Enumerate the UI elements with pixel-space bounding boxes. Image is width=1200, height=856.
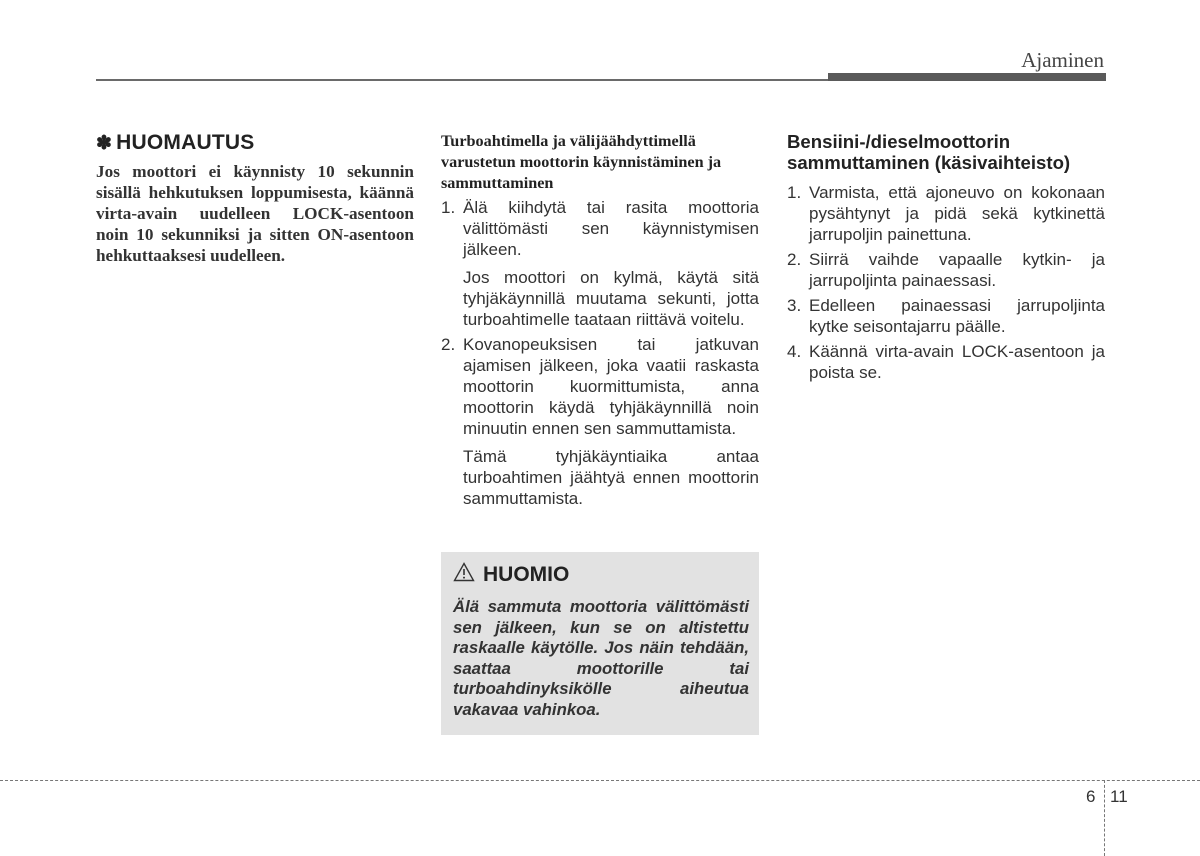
list-item (441, 197, 759, 330)
caution-heading (453, 562, 569, 588)
warning-triangle-icon (453, 562, 483, 588)
step-number: 1. (787, 183, 802, 202)
step-text: Käännä virta-avain LOCK-asentoon ja poista se. (809, 342, 1105, 382)
list-item (441, 334, 759, 509)
list-item (787, 341, 1105, 383)
page-number: 11 (1110, 787, 1128, 806)
step-text: Älä kiihdytä tai rasita moottoria välittömästi sen käynnistymisen jälkeen. (463, 198, 759, 259)
step-number: 4. (787, 342, 802, 361)
step-number: 1. (441, 198, 456, 217)
footer-rule (0, 780, 1200, 781)
step-text: Edelleen painaessasi jarrupoljinta kytke seisontajarru päälle. (809, 296, 1105, 336)
section-title: Ajaminen (1021, 48, 1104, 72)
step-subtext: Tämä tyhjäkäyntiaika antaa turboahtimen jäähtyä ennen moottorin sammuttamista. (463, 447, 759, 508)
list-item (787, 295, 1105, 337)
header-rule-accent (828, 73, 1106, 81)
turbo-column (441, 131, 759, 513)
header-rule (96, 79, 829, 81)
footer-divider (1104, 780, 1105, 856)
step-subtext: Jos moottori on kylmä, käytä sitä tyhjäkäynnillä muutama sekunti, jotta turboahtimelle taataan riittävä voitelu. (463, 268, 759, 329)
manual-column (787, 131, 1105, 387)
list-item (787, 182, 1105, 245)
list-item (787, 249, 1105, 291)
step-text: Siirrä vaihde vapaalle kytkin- ja jarrupoljinta painaessasi. (809, 250, 1105, 290)
note-star-icon: ✽ (96, 133, 113, 154)
step-number: 2. (441, 335, 456, 354)
note-text: Jos moottori ei käynnisty 10 sekunnin sisällä hehkutuksen loppumisesta, käännä virta-avain uudelleen LOCK-asentoon noin 10 sekunniksi ja sitten ON-asentoon hehkuttaaksesi uudelleen. (96, 162, 414, 265)
caution-box (441, 552, 759, 735)
note-heading (96, 131, 414, 155)
turbo-heading: Turboahtimella ja välijäähdyttimellä varustetun moottorin käynnistäminen ja sammuttaminen (441, 132, 722, 192)
manual-steps (787, 182, 1105, 383)
note-heading-text: HUOMAUTUS (116, 131, 255, 154)
turbo-steps (441, 197, 759, 509)
step-text: Varmista, että ajoneuvo on kokonaan pysähtynyt ja pidä sekä kytkinettä jarrupoljin painettuna. (809, 183, 1105, 244)
step-text: Kovanopeuksisen tai jatkuvan ajamisen jälkeen, joka vaatii raskasta moottorin kuormittumista, anna moottorin käydä tyhjäkäynnillä noin minuutin ennen sen sammuttamista. (463, 335, 759, 438)
chapter-number: 6 (1086, 787, 1096, 806)
note-column (96, 131, 414, 266)
caution-heading-text: HUOMIO (483, 563, 570, 586)
step-number: 2. (787, 250, 802, 269)
caution-text: Älä sammuta moottoria välittömästi sen jälkeen, kun se on altistettu raskaalle käytölle. Jos näin tehdään, saattaa moottorille tai turboahdinyksikölle aiheutua vakavaa vahinkoa. (453, 597, 749, 719)
manual-heading: Bensiini-/dieselmoottorin sammuttaminen (käsivaihteisto) (787, 131, 1071, 173)
step-number: 3. (787, 296, 802, 315)
